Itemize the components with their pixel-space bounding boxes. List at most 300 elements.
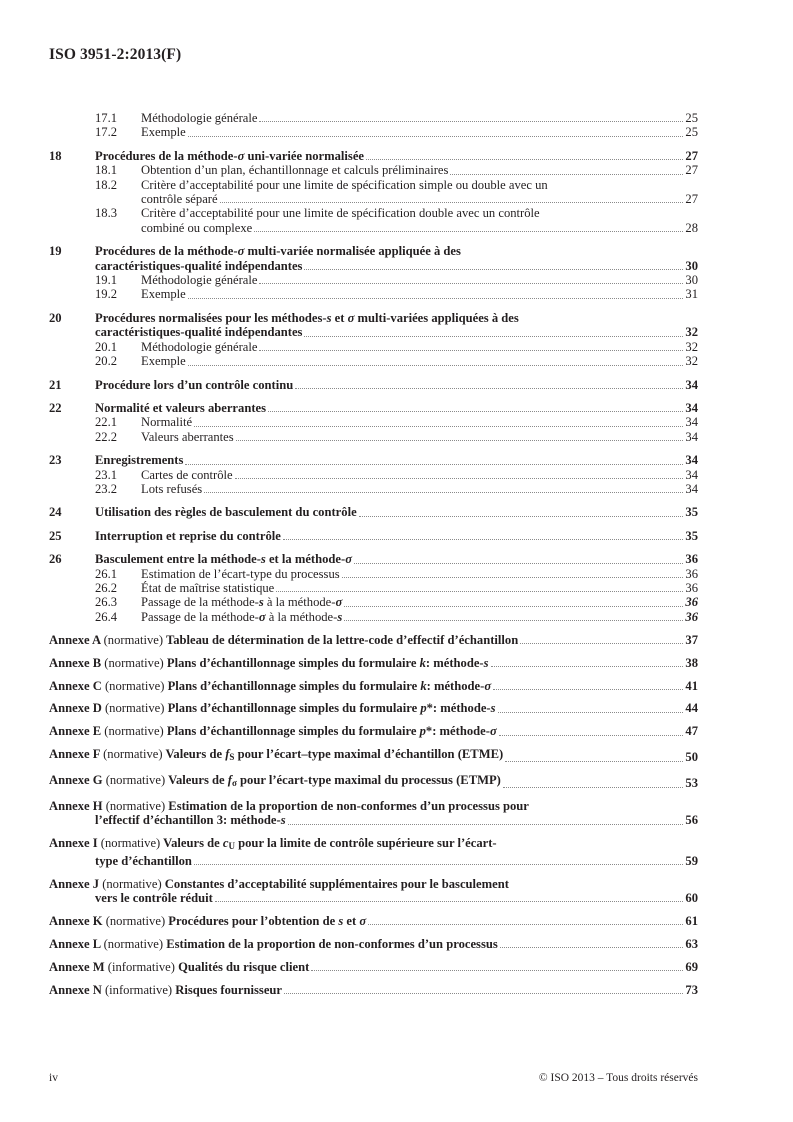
toc-text-segment: Valeurs aberrantes — [141, 429, 234, 444]
dot-leader — [284, 992, 683, 994]
toc-text-segment: : méthode- — [426, 678, 485, 693]
toc-text-segment: à la méthode- — [263, 595, 336, 610]
toc-subclause[interactable] — [49, 610, 698, 624]
toc-entry-title — [95, 244, 461, 258]
toc-text-segment: Cartes de contrôle — [141, 467, 233, 482]
toc-clause-number: 20.2 — [95, 354, 118, 369]
dot-leader — [500, 946, 684, 948]
toc-annex[interactable] — [49, 773, 698, 790]
toc-subclause[interactable] — [49, 595, 698, 609]
toc-clause-number: 21 — [49, 377, 62, 392]
toc-entry-title — [49, 960, 309, 974]
toc-subclause[interactable] — [49, 468, 698, 482]
toc-page-number: 36 — [685, 580, 698, 595]
toc-entry-title — [141, 221, 252, 235]
annex-kind: (normative) — [103, 747, 163, 762]
toc-subclause[interactable] — [49, 287, 698, 301]
toc-text-segment: Basculement entre la méthode- — [95, 552, 261, 567]
toc-text-segment: s — [280, 813, 286, 828]
toc-entry-title — [95, 325, 302, 339]
toc-page-number: 47 — [685, 724, 698, 739]
dot-leader — [188, 135, 684, 137]
toc-annex[interactable] — [49, 983, 698, 997]
toc-annex[interactable] — [49, 914, 698, 928]
annex-kind: (normative) — [100, 836, 161, 851]
toc-clause[interactable] — [49, 244, 698, 273]
toc-entry-title — [141, 206, 540, 220]
toc-text-segment: Constantes d’acceptabilité supplémentaires pour le basculement — [164, 876, 509, 891]
toc-text-segment: Estimation de l’écart-type du processus — [141, 566, 340, 581]
toc-text-segment: k — [420, 678, 427, 693]
toc-text-segment: Critère d’acceptabilité pour une limite de spécification simple ou double avec un — [141, 177, 548, 192]
toc-text-segment: σ — [359, 913, 367, 928]
toc-page-number: 41 — [685, 678, 698, 693]
toc-clause-number: 22.2 — [95, 429, 118, 444]
toc-clause-number: 20.1 — [95, 339, 118, 354]
toc-text-segment: contrôle séparé — [141, 192, 218, 207]
toc-clauses — [49, 111, 698, 624]
toc-text-segment: S — [229, 752, 235, 763]
dot-leader — [188, 364, 684, 366]
toc-entry-title — [141, 581, 274, 595]
toc-entry-title — [49, 724, 497, 738]
annex-label: Annexe K — [49, 913, 103, 928]
annex-label: Annexe A — [49, 632, 101, 647]
toc-text-segment: Méthodologie générale — [141, 111, 258, 125]
toc-subclause[interactable] — [49, 125, 698, 139]
toc-subclause[interactable] — [49, 581, 698, 595]
toc-entry-title — [49, 877, 509, 891]
toc-text-segment: σ — [237, 148, 245, 163]
toc-page-number: 44 — [685, 701, 698, 716]
toc-subclause[interactable] — [49, 273, 698, 287]
toc-text-segment: Procédures normalisées pour les méthodes- — [95, 310, 327, 325]
toc-text-segment: Valeurs de — [163, 836, 223, 851]
dot-leader — [236, 439, 684, 441]
table-of-contents — [49, 111, 698, 997]
toc-clause-number: 26.1 — [95, 566, 118, 581]
toc-text-segment: Tableau de détermination de la lettre-code d’effectif d’échantillon — [165, 632, 519, 647]
toc-annex[interactable] — [49, 836, 698, 868]
toc-text-segment: caractéristiques-qualité indépendantes — [95, 325, 303, 340]
toc-subclause[interactable] — [49, 415, 698, 429]
toc-entry-title — [141, 610, 342, 624]
toc-annex[interactable] — [49, 937, 698, 951]
toc-clause-number: 17.2 — [95, 125, 118, 140]
toc-page-number: 59 — [685, 853, 698, 868]
toc-annex[interactable] — [49, 877, 698, 906]
annex-kind: (normative) — [104, 678, 165, 693]
dot-leader — [215, 900, 684, 902]
annex-kind: (normative) — [105, 913, 166, 928]
toc-clause-number: 19.2 — [95, 287, 118, 302]
toc-text-segment: pour l’écart–type maximal d’échantillon (ETME) — [234, 747, 504, 762]
toc-page-number: 31 — [685, 287, 698, 302]
annex-label: Annexe G — [49, 773, 103, 788]
toc-text-segment: p — [419, 724, 426, 739]
toc-entry-title — [95, 378, 293, 392]
toc-entry-title — [95, 552, 352, 566]
toc-clause[interactable] — [49, 401, 698, 415]
toc-entry-title — [49, 983, 282, 997]
toc-page-number: 63 — [685, 936, 698, 951]
toc-text-segment: Estimation de la proportion de non-conformes d’un processus — [166, 936, 498, 951]
toc-entry-title — [95, 891, 213, 905]
toc-clause[interactable] — [49, 453, 698, 467]
toc-page-number: 32 — [685, 325, 698, 340]
dot-leader — [311, 969, 683, 971]
toc-page-number: 36 — [685, 609, 698, 624]
toc-clause[interactable] — [49, 552, 698, 566]
toc-text-segment: s — [490, 701, 496, 716]
toc-entry-title — [49, 747, 503, 764]
annex-kind: (normative) — [103, 632, 164, 647]
annex-kind: (normative) — [105, 773, 166, 788]
toc-text-segment: Enregistrements — [95, 453, 184, 468]
toc-text-segment: Utilisation des règles de basculement du contrôle — [95, 505, 357, 520]
toc-clause[interactable] — [49, 505, 698, 519]
page-number: iv — [49, 1072, 58, 1084]
toc-text-segment: Méthodologie générale — [141, 273, 258, 288]
annex-label: Annexe B — [49, 655, 102, 670]
dot-leader — [344, 619, 683, 621]
dot-leader — [194, 863, 683, 865]
toc-clause-number: 18.3 — [95, 206, 118, 221]
toc-annex[interactable] — [49, 747, 698, 764]
toc-text-segment: Normalité et valeurs aberrantes — [95, 400, 267, 415]
toc-entry-title — [95, 149, 364, 163]
toc-entry-title — [95, 453, 183, 467]
toc-clause[interactable] — [49, 311, 698, 340]
toc-text-segment: Lots refusés — [141, 481, 203, 496]
dot-leader — [283, 538, 684, 540]
toc-entry-title — [49, 679, 491, 693]
toc-text-segment: σ — [237, 244, 245, 259]
toc-entry-title — [49, 701, 496, 715]
toc-text-segment: Exemple — [141, 125, 186, 140]
dot-leader — [220, 201, 684, 203]
toc-entry-title — [49, 799, 529, 813]
toc-text-segment: σ — [347, 310, 355, 325]
toc-clause-number: 22.1 — [95, 415, 118, 430]
toc-clause-number: 18 — [49, 148, 62, 163]
toc-entry-title — [49, 633, 518, 647]
toc-clause-number: 18.1 — [95, 163, 118, 178]
toc-page-number: 73 — [685, 982, 698, 997]
dot-leader — [259, 282, 683, 284]
dot-leader — [304, 268, 683, 270]
toc-entry-title — [141, 482, 202, 496]
toc-text-segment: Procédures pour l’obtention de — [168, 913, 339, 928]
toc-entry-title — [95, 401, 266, 415]
toc-text-segment: Risques fournisseur — [175, 982, 282, 997]
toc-text-segment: Valeurs de — [165, 747, 226, 762]
toc-text-segment: et la méthode- — [265, 552, 346, 567]
toc-text-segment: s — [258, 595, 264, 610]
toc-text-segment: Procédure lors d’un contrôle continu — [95, 377, 294, 392]
toc-page-number: 34 — [685, 377, 698, 392]
toc-text-segment: s — [337, 609, 343, 624]
toc-text-segment: Plans d’échantillonnage simples du formulaire — [166, 655, 420, 670]
dot-leader — [259, 349, 683, 351]
toc-text-segment: et — [343, 913, 360, 928]
toc-entry-title — [49, 773, 501, 790]
toc-clause-number: 23 — [49, 453, 62, 468]
toc-clause-number: 26.2 — [95, 580, 118, 595]
dot-leader — [204, 491, 683, 493]
toc-text-segment: Qualités du risque client — [178, 959, 310, 974]
toc-entry-title — [95, 505, 357, 519]
toc-text-segment: Plans d’échantillonnage simples du formulaire — [167, 678, 421, 693]
toc-subclause[interactable] — [49, 482, 698, 496]
toc-page-number: 27 — [685, 192, 698, 207]
toc-annex[interactable] — [49, 656, 698, 670]
toc-clause-number: 19 — [49, 244, 62, 259]
toc-entry-title — [141, 567, 340, 581]
toc-text-segment: multi-variée normalisée appliquée à des — [244, 244, 461, 259]
toc-clause[interactable] — [49, 529, 698, 543]
toc-subclause[interactable] — [49, 178, 698, 207]
toc-page-number: 34 — [685, 453, 698, 468]
annex-kind: (normative) — [104, 655, 164, 670]
toc-annex[interactable] — [49, 679, 698, 693]
dot-leader — [498, 711, 684, 713]
dot-leader — [276, 590, 683, 592]
toc-text-segment: Interruption et reprise du contrôle — [95, 528, 281, 543]
toc-text-segment: s — [260, 552, 266, 567]
toc-entry-title — [95, 529, 281, 543]
annex-label: Annexe I — [49, 836, 98, 851]
toc-entry-title — [141, 430, 234, 444]
toc-clause-number: 26.4 — [95, 609, 118, 624]
toc-text-segment: type d’échantillon — [95, 853, 192, 868]
toc-text-segment: Passage de la méthode- — [141, 595, 259, 610]
dot-leader — [450, 173, 683, 175]
toc-text-segment: : méthode- — [425, 655, 484, 670]
toc-text-segment: pour l’écart-type maximal du processus (ETMP) — [236, 773, 501, 788]
toc-annexes — [49, 633, 698, 997]
toc-text-segment: Estimation de la proportion de non-conformes d’un processus pour — [168, 799, 529, 814]
toc-page-number: 25 — [685, 125, 698, 140]
toc-annex[interactable] — [49, 724, 698, 738]
toc-page-number: 32 — [685, 339, 698, 354]
toc-annex[interactable] — [49, 960, 698, 974]
toc-text-segment: Valeurs de — [168, 773, 228, 788]
toc-text-segment: s — [326, 310, 332, 325]
toc-page-number: 53 — [685, 776, 698, 791]
toc-text-segment: Obtention d’un plan, échantillonnage et calculs préliminaires — [141, 163, 449, 178]
toc-annex[interactable] — [49, 799, 698, 828]
toc-text-segment: σ — [345, 552, 352, 567]
toc-entry-title — [49, 937, 498, 951]
toc-text-segment: combiné ou complexe — [141, 220, 253, 235]
dot-leader — [304, 335, 683, 337]
toc-entry-title — [49, 836, 497, 853]
toc-entry-title — [141, 415, 192, 429]
toc-text-segment: Procédures de la méthode- — [95, 244, 238, 259]
dot-leader — [344, 605, 683, 607]
toc-page-number: 37 — [685, 632, 698, 647]
annex-label: Annexe J — [49, 876, 100, 891]
dot-leader — [288, 823, 684, 825]
toc-text-segment: U — [228, 841, 235, 852]
dot-leader — [491, 665, 684, 667]
toc-text-segment: Exemple — [141, 354, 186, 369]
toc-subclause[interactable] — [49, 354, 698, 368]
toc-entry-title — [141, 273, 257, 287]
toc-text-segment: *: méthode- — [426, 701, 491, 716]
toc-clause-number: 26 — [49, 552, 62, 567]
toc-text-segment: f — [225, 747, 230, 762]
toc-page-number: 34 — [685, 481, 698, 496]
annex-label: Annexe M — [49, 959, 105, 974]
toc-subclause[interactable] — [49, 567, 698, 581]
toc-subclause[interactable] — [49, 111, 698, 125]
toc-annex[interactable] — [49, 701, 698, 715]
annex-label: Annexe F — [49, 747, 100, 762]
toc-text-segment: σ — [258, 609, 266, 624]
document-id-header: ISO 3951-2:2013(F) — [49, 46, 182, 63]
toc-text-segment: s — [483, 655, 489, 670]
toc-page-number: 27 — [685, 148, 698, 163]
toc-clause-number: 23.1 — [95, 467, 118, 482]
toc-entry-title — [141, 340, 257, 354]
toc-text-segment: Normalité — [141, 415, 193, 430]
annex-label: Annexe D — [49, 701, 102, 716]
annex-label: Annexe H — [49, 799, 103, 814]
toc-page-number: 25 — [685, 111, 698, 125]
annex-label: Annexe N — [49, 982, 102, 997]
toc-text-segment: σ — [489, 724, 497, 739]
toc-page-number: 36 — [685, 552, 698, 567]
dot-leader — [268, 410, 683, 412]
toc-entry-title — [95, 311, 519, 325]
toc-entry-title — [95, 854, 192, 868]
dot-leader — [188, 297, 684, 299]
toc-page-number: 35 — [685, 528, 698, 543]
toc-clause-number: 19.1 — [95, 273, 118, 288]
toc-clause[interactable] — [49, 149, 698, 163]
toc-text-segment: l’effectif d’échantillon 3: méthode- — [95, 813, 281, 828]
toc-text-segment: Passage de la méthode- — [141, 609, 259, 624]
toc-entry-title — [49, 656, 489, 670]
toc-clause-number: 17.1 — [95, 111, 118, 125]
toc-text-segment: Plans d’échantillonnage simples du formulaire — [167, 701, 421, 716]
dot-leader — [235, 477, 684, 479]
dot-leader — [259, 120, 683, 122]
toc-text-segment: σ — [484, 678, 492, 693]
toc-page-number: 30 — [685, 273, 698, 288]
annex-kind: (normative) — [104, 701, 165, 716]
dot-leader — [194, 425, 683, 427]
toc-page-number: 35 — [685, 505, 698, 520]
toc-subclause[interactable] — [49, 163, 698, 177]
toc-entry-title — [141, 125, 186, 139]
dot-leader — [505, 760, 683, 762]
toc-text-segment: État de maîtrise statistique — [141, 580, 275, 595]
toc-entry-title — [141, 178, 548, 192]
toc-clause-number: 23.2 — [95, 481, 118, 496]
toc-clause-number: 20 — [49, 310, 62, 325]
toc-page-number: 34 — [685, 467, 698, 482]
toc-clause-number: 18.2 — [95, 177, 118, 192]
annex-label: Annexe L — [49, 936, 101, 951]
annex-kind: (informative) — [107, 959, 175, 974]
dot-leader — [185, 463, 683, 465]
toc-text-segment: k — [419, 655, 426, 670]
toc-text-segment: Procédures de la méthode- — [95, 148, 238, 163]
toc-page-number: 34 — [685, 400, 698, 415]
toc-annex[interactable] — [49, 633, 698, 647]
copyright-notice: © ISO 2013 – Tous droits réservés — [538, 1072, 698, 1084]
annex-label: Annexe E — [49, 724, 102, 739]
annex-label: Annexe C — [49, 678, 102, 693]
dot-leader — [520, 642, 683, 644]
toc-text-segment: c — [222, 836, 229, 851]
toc-entry-title — [141, 468, 233, 482]
toc-entry-title — [141, 163, 448, 177]
annex-kind: (normative) — [103, 936, 164, 951]
dot-leader — [359, 515, 684, 517]
toc-page-number: 60 — [685, 891, 698, 906]
toc-text-segment: caractéristiques-qualité indépendantes — [95, 258, 303, 273]
toc-entry-title — [95, 259, 302, 273]
annex-kind: (informative) — [104, 982, 173, 997]
toc-clause-number: 26.3 — [95, 595, 118, 610]
toc-text-segment: et — [331, 310, 348, 325]
toc-entry-title — [141, 595, 342, 609]
toc-page-number: 32 — [685, 354, 698, 369]
toc-entry-title — [141, 354, 186, 368]
dot-leader — [499, 734, 684, 736]
toc-text-segment: multi-variées appliquées à des — [354, 310, 519, 325]
annex-kind: (normative) — [102, 876, 162, 891]
toc-page-number: 38 — [685, 655, 698, 670]
toc-page-number: 56 — [685, 813, 698, 828]
toc-page-number: 69 — [685, 959, 698, 974]
toc-page-number: 34 — [685, 429, 698, 444]
toc-clause-number: 22 — [49, 400, 62, 415]
toc-page-number: 27 — [685, 163, 698, 178]
toc-subclause[interactable] — [49, 340, 698, 354]
toc-text-segment: vers le contrôle réduit — [95, 891, 213, 906]
dot-leader — [368, 923, 683, 925]
toc-clause-number: 25 — [49, 528, 62, 543]
dot-leader — [503, 786, 684, 788]
toc-page-number: 30 — [685, 258, 698, 273]
toc-subclause[interactable] — [49, 430, 698, 444]
toc-clause-number: 24 — [49, 505, 62, 520]
toc-subclause[interactable] — [49, 206, 698, 235]
toc-text-segment: Plans d’échantillonnage simples du formulaire — [166, 724, 420, 739]
toc-entry-title — [141, 111, 257, 125]
toc-entry-title — [141, 192, 218, 206]
toc-text-segment: *: méthode- — [425, 724, 490, 739]
toc-text-segment: σ — [231, 778, 237, 789]
dot-leader — [342, 576, 684, 578]
toc-page-number: 36 — [685, 595, 698, 610]
toc-entry-title — [49, 914, 366, 928]
annex-kind: (normative) — [105, 799, 166, 814]
dot-leader — [354, 562, 683, 564]
toc-clause[interactable] — [49, 378, 698, 392]
dot-leader — [493, 688, 683, 690]
toc-page-number: 36 — [685, 566, 698, 581]
toc-entry-title — [141, 287, 186, 301]
toc-text-segment: pour la limite de contrôle supérieure sur l’écart- — [234, 836, 497, 851]
annex-kind: (normative) — [104, 724, 164, 739]
toc-page-number: 34 — [685, 415, 698, 430]
